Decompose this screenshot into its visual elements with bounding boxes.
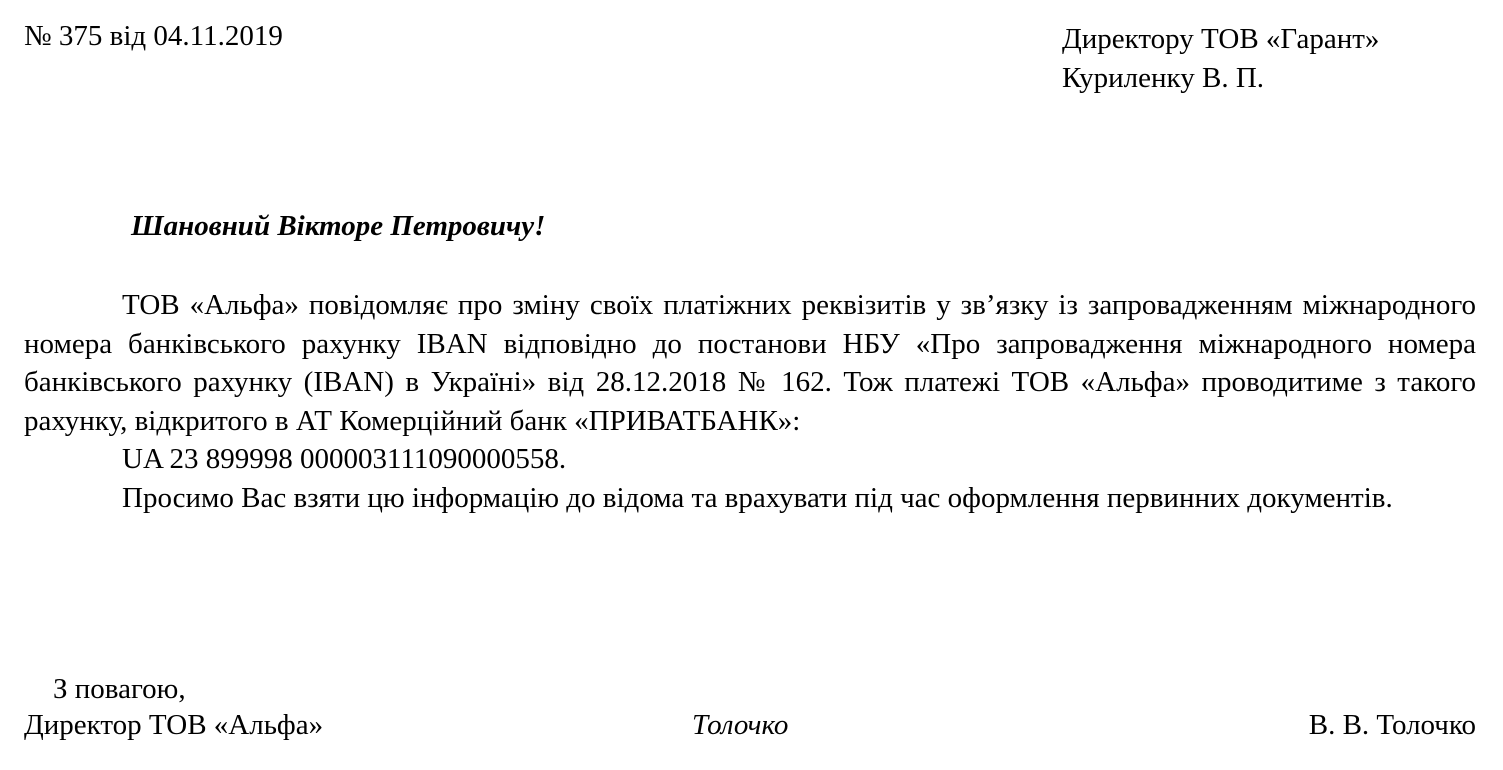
letter-body (24, 286, 1476, 517)
addressee-block (1062, 20, 1379, 98)
body-paragraph-request: Просимо Вас взяти цю інформацію до відома та врахувати під час оформлення первинних документів. (122, 481, 1393, 514)
addressee-name: Куриленку В. П. (1062, 62, 1265, 94)
iban-account: UA 23 899998 000003111090000558. (122, 443, 567, 475)
signature: Толочко (692, 709, 789, 741)
signer-title: Директор ТОВ «Альфа» (24, 709, 324, 741)
closing-phrase: З повагою, (53, 673, 186, 705)
body-paragraph-notice: ТОВ «Альфа» повідомляє про зміну своїх платіжних реквізитів у зв’язку із запровадженням міжнародного номера банківського рахунку IBAN відповідно до постанови НБУ «Про запровадження міжнародного номера банківського рахунку (IBAN) в Україні» від 28.12.2018 № 162. Тож платежі ТОВ «Альфа» проводитиме з такого рахунку, відкритого в АТ Комерційний банк «ПРИВАТБАНК»: (24, 289, 1476, 437)
document-reference: № 375 від 04.11.2019 (24, 20, 283, 52)
signer-name: В. В. Толочко (1308, 709, 1476, 741)
salutation: Шановний Вікторе Петровичу! (131, 210, 546, 242)
addressee-position: Директору ТОВ «Гарант» (1062, 23, 1380, 55)
